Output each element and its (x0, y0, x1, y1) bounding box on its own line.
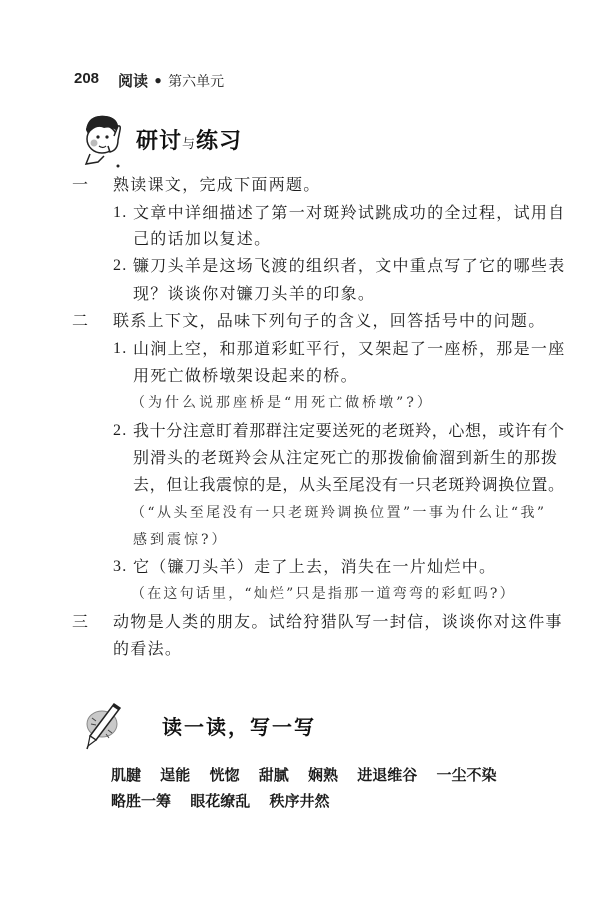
question-prompt-line: 动物是人类的朋友。试给狩猎队写一封信，谈谈你对这件事 (113, 612, 563, 631)
running-header-unit: 第六单元 (168, 74, 225, 90)
vocab-word: 娴熟 (308, 766, 339, 784)
question-prompt-1: 熟读课文，完成下面两题。 (113, 175, 321, 194)
item-number: 1. (113, 204, 128, 221)
vocab-word: 肌腱 (111, 766, 142, 784)
page-number: 208 (74, 70, 100, 87)
item-note-line: 感到震惊?） (133, 532, 229, 548)
vocab-word: 一尘不染 (436, 766, 497, 784)
vocab-word: 眼花缭乱 (190, 792, 251, 810)
item-text-line: 用死亡做桥墩架设起来的桥。 (133, 366, 358, 385)
item-text-line: 我十分注意盯着那群注定要送死的老斑羚，心想，或许有个 (133, 421, 565, 440)
item-text-line: 山涧上空，和那道彩虹平行，又架起了一座桥，那是一座 (133, 339, 566, 358)
item-note-line: （为什么说那座桥是“用死亡做桥墩”?） (131, 395, 434, 411)
item-number: 3. (113, 558, 128, 575)
item-number: 1. (113, 340, 128, 357)
item-text-line: 现？谈谈你对镰刀头羊的印象。 (133, 284, 376, 303)
exercise-section-title: 研讨与练习 (136, 129, 243, 154)
item-text-line: 文章中详细描述了第一对斑羚试跳成功的全过程，试用自 (133, 203, 566, 222)
vocab-word: 逞能 (160, 766, 191, 784)
vocab-word: 秩序井然 (269, 792, 330, 810)
item-text-line: 镰刀头羊是这场飞渡的组织者，文中重点写了它的哪些表 (133, 256, 566, 275)
vocab-word: 进退维谷 (357, 766, 418, 784)
item-text-line: 己的话加以复述。 (133, 229, 272, 248)
question-marker-2: 二 (72, 311, 90, 330)
pencil-icon (84, 700, 124, 750)
item-text-line: 别滑头的老斑羚会从注定死亡的那拨偷偷溜到新生的那拨 (133, 448, 559, 467)
item-text-line: 它（镰刀头羊）走了上去，消失在一片灿烂中。 (133, 557, 497, 576)
reading-section-title: 读一读，写一写 (162, 715, 316, 739)
question-marker-1: 一 (72, 175, 90, 194)
question-marker-3: 三 (72, 612, 90, 631)
question-prompt-line: 的看法。 (113, 639, 183, 658)
vocab-word: 略胜一筹 (111, 792, 172, 810)
vocabulary-row-1 (111, 764, 511, 785)
vocabulary-row-2 (111, 790, 344, 811)
item-number: 2. (113, 257, 128, 274)
item-note-line: （在这句话里，“灿烂”只是指那一道弯弯的彩虹吗?） (131, 586, 516, 602)
running-header-section: 阅读 (118, 72, 149, 90)
question-prompt-2: 联系上下文，品味下列句子的含义，回答括号中的问题。 (113, 311, 546, 330)
running-header (118, 70, 224, 91)
boy-mascot-icon (78, 112, 128, 168)
item-text-line: 去，但让我震惊的是，从头至尾没有一只老斑羚调换位置。 (133, 475, 565, 494)
running-header-separator: • (153, 72, 163, 90)
item-number: 2. (113, 422, 128, 439)
item-note-line: （“从头至尾没有一只老斑羚调换位置”一事为什么让“我” (131, 505, 547, 521)
vocab-word: 甜腻 (258, 766, 289, 784)
vocab-word: 恍惚 (209, 766, 240, 784)
